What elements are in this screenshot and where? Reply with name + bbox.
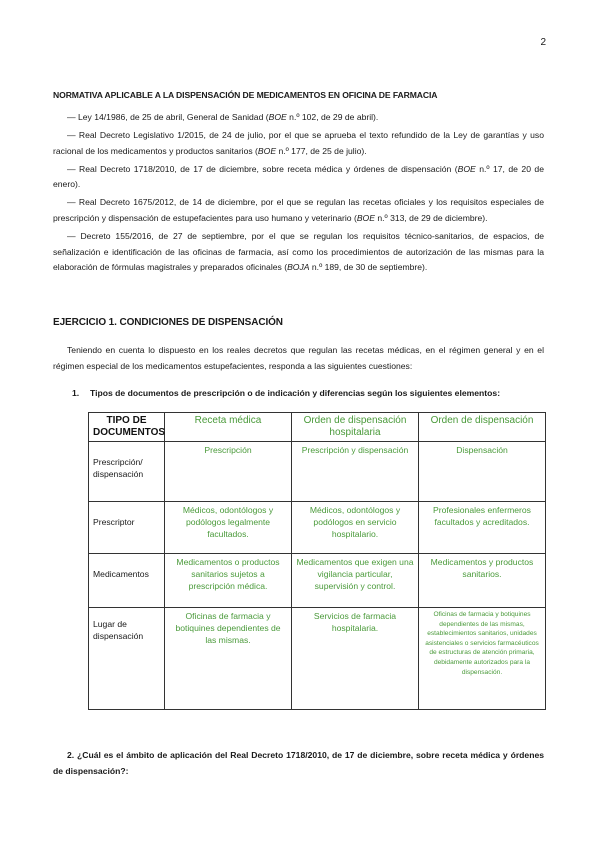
table-header-row (89, 413, 546, 442)
table-row (89, 502, 546, 554)
row-label: Prescriptor (89, 502, 165, 554)
question-1 (72, 388, 552, 398)
normativa-list (53, 110, 544, 278)
question-2: 2. ¿Cuál es el ámbito de aplicación del Real Decreto 1718/2010, de 17 de diciembre, sobre receta médica y órdenes de dispensación?: (53, 750, 544, 776)
table-cell: Medicamentos y productos sanitarios. (419, 554, 546, 608)
table-cell: Oficinas de farmacia y botiquines dependientes de las mismas. (165, 608, 292, 710)
table-cell: Médicos, odontólogos y podólogos en servicio hospitalario. (292, 502, 419, 554)
table-row (89, 442, 546, 502)
document-types-table (88, 412, 546, 710)
header-orden-dispensacion: Orden de dispensación (419, 413, 546, 442)
table-cell: Medicamentos que exigen una vigilancia particular, supervisión y control. (292, 554, 419, 608)
table-row (89, 608, 546, 710)
normativa-item: — Ley 14/1986, de 25 de abril, General de Sanidad (BOE n.º 102, de 29 de abril). (67, 112, 379, 122)
normativa-item: — Decreto 155/2016, de 27 de septiembre, por el que se regulan los requisitos técnico-sanitarios, de espacios, de señalización e identificación de las oficinas de farmacia, así como los procedimientos de autorización de las mismas para la elaboración de fórmulas magistrales y preparados oficinales (BOJA n.º 189, de 30 de septiembre). (53, 231, 544, 273)
table-cell: Profesionales enfermeros facultados y acreditados. (419, 502, 546, 554)
table-cell: Medicamentos o productos sanitarios sujetos a prescripción médica. (165, 554, 292, 608)
table-cell: Dispensación (419, 442, 546, 502)
main-title: NORMATIVA APLICABLE A LA DISPENSACIÓN DE MEDICAMENTOS EN OFICINA DE FARMACIA (53, 90, 438, 100)
question-1-text: Tipos de documentos de prescripción o de indicación y diferencias según los siguientes elementos: (90, 388, 501, 398)
table-cell: Oficinas de farmacia y botiquines dependientes de las mismas, establecimientos sanitarios, unidades asistenciales o servicios farmacéuticos de estructuras de atención primaria, debidamente autorizados para la dispensación. (419, 608, 546, 710)
header-receta-medica: Receta médica (165, 413, 292, 442)
normativa-item: — Real Decreto 1718/2010, de 17 de diciembre, sobre receta médica y órdenes de dispensación (BOE n.º 17, de 20 de enero). (53, 163, 544, 190)
header-tipo-documentos: TIPO DE DOCUMENTOS (89, 413, 165, 442)
question-1-number: 1. (72, 388, 80, 398)
normativa-item: — Real Decreto 1675/2012, de 14 de diciembre, por el que se regulan las recetas oficiales y los requisitos especiales de prescripción y dispensación de estupefacientes para uso humano y veterinario (BOE n.º 313, de 29 de diciembre). (53, 197, 544, 224)
intro-paragraph: Teniendo en cuenta lo dispuesto en los reales decretos que regulan las recetas médicas, en el régimen general y en el régimen especial de los medicamentos estupefacientes, responda a las siguientes cuestiones: (53, 345, 544, 371)
header-orden-hospitalaria: Orden de dispensación hospitalaria (292, 413, 419, 442)
normativa-item: — Real Decreto Legislativo 1/2015, de 24 de julio, por el que se aprueba el texto refundido de la Ley de garantías y uso racional de los medicamentos y productos sanitarios (BOE n.º 177, de 25 de julio). (53, 130, 544, 156)
table-cell: Médicos, odontólogos y podólogos legalmente facultados. (165, 502, 292, 554)
row-label: Lugar de dispensación (89, 608, 165, 710)
section-title: EJERCICIO 1. CONDICIONES DE DISPENSACIÓN (53, 317, 283, 328)
row-label: Medicamentos (89, 554, 165, 608)
table-cell: Prescripción y dispensación (292, 442, 419, 502)
table-cell: Servicios de farmacia hospitalaria. (292, 608, 419, 710)
table-row (89, 554, 546, 608)
page-number: 2 (540, 37, 546, 48)
table-cell: Prescripción (165, 442, 292, 502)
row-label: Prescripción/ dispensación (89, 442, 165, 502)
